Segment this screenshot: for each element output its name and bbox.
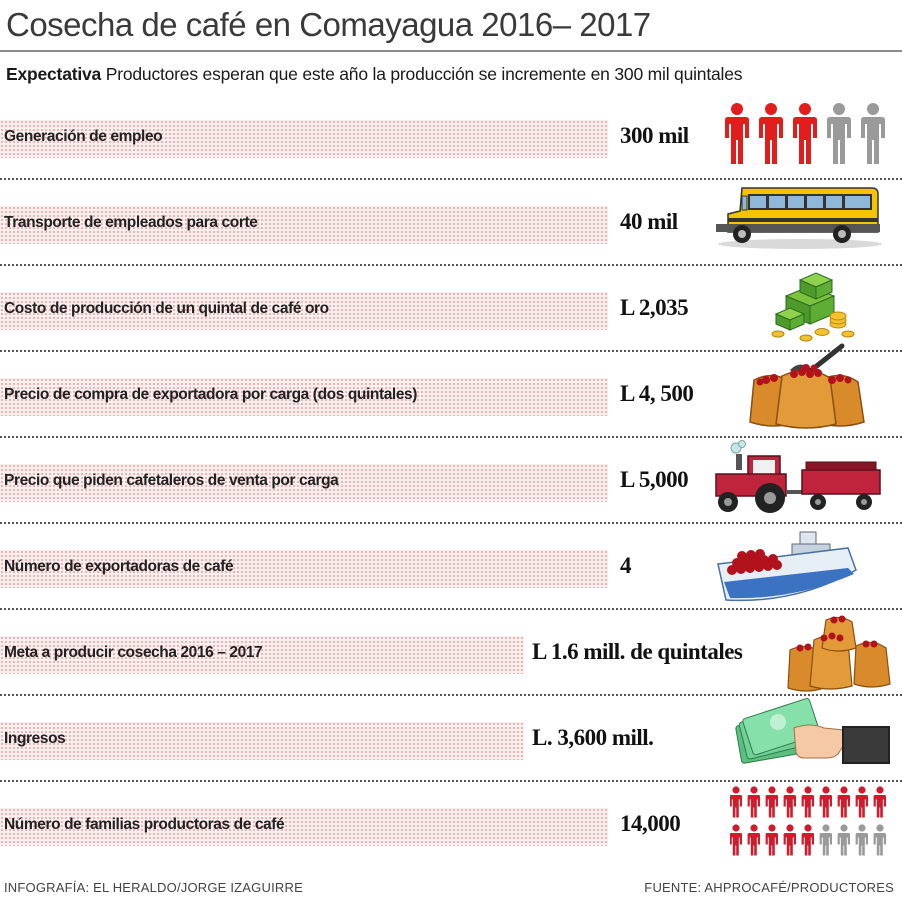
row-label: Número de familias productoras de café [4,816,285,833]
row-band [0,722,524,760]
page-title: Cosecha de café en Comayagua 2016– 2017 [6,6,651,43]
row-generacion-empleo [0,94,902,180]
title-rule [0,50,902,52]
row-label: Ingresos [4,730,66,747]
row-value: L. 3,600 mill. [532,725,654,750]
row-label: Generación de empleo [4,128,163,145]
coffee-sacks-pile-icon [786,614,892,694]
row-label: Meta a producir cosecha 2016 – 2017 [4,644,263,661]
money-stack-icon [766,266,856,346]
row-value: L 2,035 [620,295,689,320]
footer-source: FUENTE: AHPROCAFÉ/PRODUCTORES [644,880,894,895]
row-label: Número de exportadoras de café [4,558,234,575]
workers-icon [722,100,892,166]
cash-hand-icon [732,698,894,770]
row-value: 300 mil [620,123,689,148]
footer-credit: INFOGRAFÍA: EL HERALDO/JORGE IZAGUIRRE [4,880,303,895]
row-value: L 1.6 mill. de quintales [532,639,743,664]
row-label: Transporte de empleados para corte [4,214,258,231]
row-exportadoras [0,524,902,610]
row-precio-compra [0,352,902,438]
row-value: L 4, 500 [620,381,694,406]
row-value: 14,000 [620,811,681,836]
tractor-icon [708,440,888,518]
row-value: 4 [620,553,631,578]
row-transporte [0,180,902,266]
row-label: Precio que piden cafetaleros de venta por carga [4,472,339,489]
row-familias [0,782,902,868]
coffee-sacks-icon [744,340,870,434]
row-label: Costo de producción de un quintal de café oro [4,300,329,317]
row-value: 40 mil [620,209,678,234]
row-precio-venta [0,438,902,524]
row-label: Precio de compra de exportadora por carga (dos quintales) [4,386,418,403]
row-meta-producir [0,610,902,696]
families-icon [730,786,896,860]
subtitle-lead: Expectativa [6,64,102,84]
row-value: L 5,000 [620,467,689,492]
row-ingresos [0,696,902,782]
subtitle-text: Productores esperan que este año la producción se incremente en 300 mil quintales [101,64,743,84]
subtitle [6,64,742,85]
cargo-ship-icon [714,526,860,608]
school-bus-icon [712,184,882,252]
